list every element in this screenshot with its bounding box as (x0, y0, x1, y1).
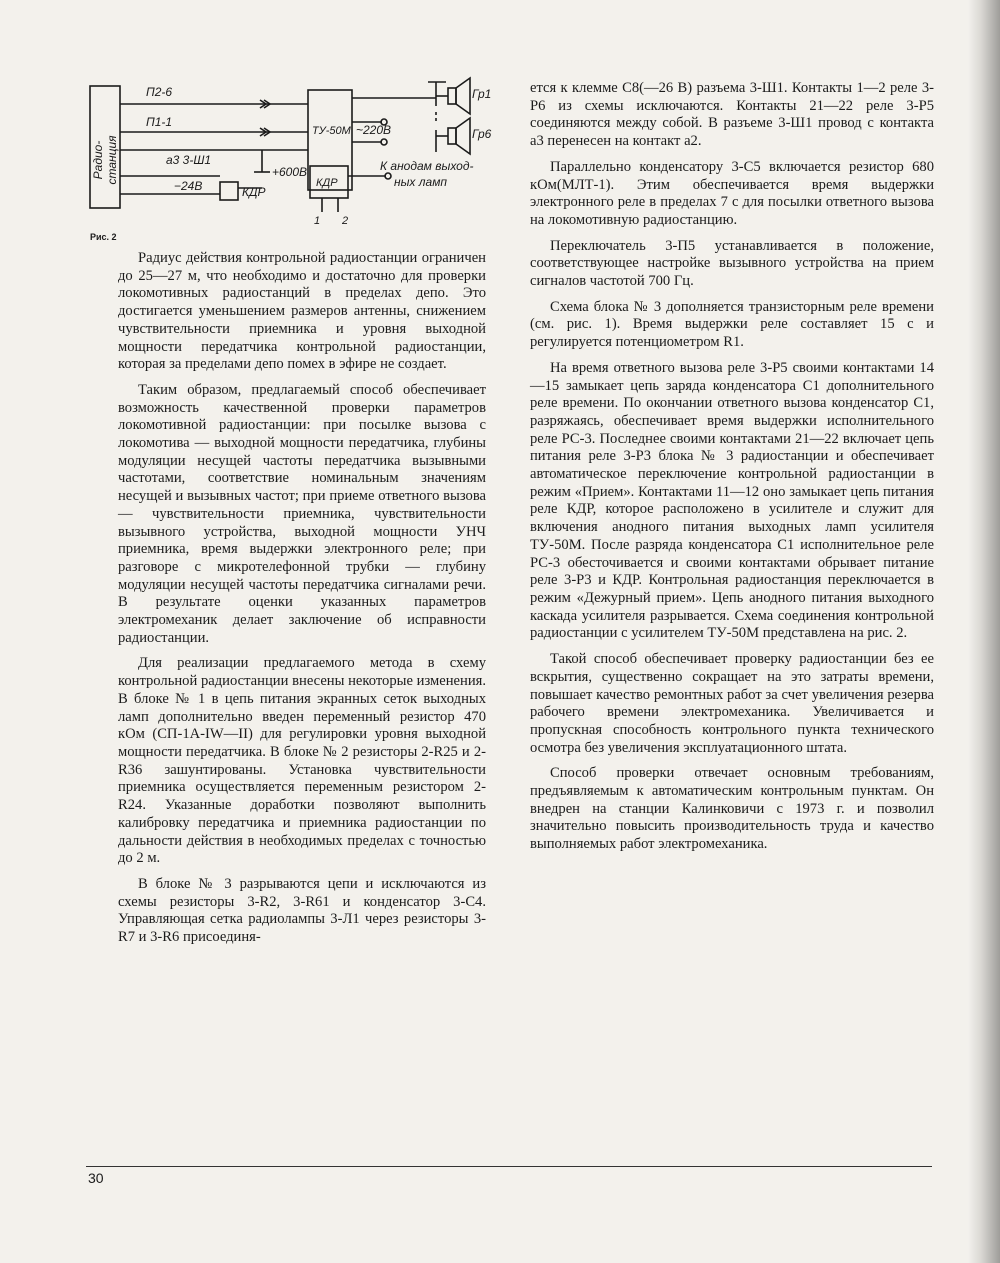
label-anodes-2: ных ламп (394, 175, 448, 189)
label-gr1: Гр1 (472, 87, 492, 101)
label-radio-station: Радио-станция (91, 135, 119, 185)
label-p1-1: П1-1 (146, 115, 173, 129)
page-edge-shadow (968, 0, 1000, 1263)
label-gr6: Гр6 (472, 127, 492, 141)
circuit-diagram-figure (86, 72, 496, 242)
left-paragraph-3: Для реализации предлагаемого метода в схему контрольной радиостанции внесены некоторые изменения. В блоке № 1 в цепь питания экранных сеток выходных ламп дополнительно введен переменный резистор 470 кОм (СП-1А-IW—II) для регулировки уровня выходной мощности передатчика. В блоке № 2 резисторы 2-R25 и 2-R36 зашунтированы. Установка чувствительности приемника осуществляется переменным резистором 2-R24. Указанные доработки позволяют выполнить калибровку передатчика и приемника радиостанции по дальности действия в необходимых пределах с точностью до 2 м. (118, 655, 486, 867)
right-paragraph-6: Способ проверки отвечает основным требованиям, предъявляемым к автоматическим контрольным пунктам. Он внедрен на станции Калинковичи с 1973 г. и позволил значительно повысить производительность труда и качество выполняемых работ электромеханика. (530, 765, 934, 853)
label-anodes-1: К анодам выход- (380, 159, 474, 173)
label-plus600v: +600В (272, 165, 308, 179)
label-minus24v: −24В (174, 179, 203, 193)
footer-rule (86, 1166, 932, 1167)
label-a3-3sh1: а3 3-Ш1 (166, 153, 212, 167)
right-paragraph-1: Параллельно конденсатору 3-С5 включается резистор 680 кОм(МЛТ-1). Этим обеспечивается время выдержки электронного реле в пределах 7 с для посылки ответного вызова на локомотивную радиостанцию. (530, 158, 934, 228)
label-kdr-box: КДР (316, 177, 338, 189)
label-220v: ~220В (356, 123, 392, 137)
label-kdr-left: КДР (242, 185, 266, 199)
label-term-1: 1 (314, 215, 321, 227)
right-column (530, 80, 934, 862)
left-column (118, 250, 486, 955)
left-paragraph-1: Радиус действия контрольной радиостанции ограничен до 25—27 м, что необходимо и достаточно для проверки локомотивных радиостанций в пределах депо. Это достигается уменьшением размеров антенны, снижением чувствительности приемника и уровня выходной мощности передатчика контрольной радиостанции, которая за пределами депо помех в эфире не создает. (118, 250, 486, 373)
right-paragraph-3: Схема блока № 3 дополняется транзисторным реле времени (см. рис. 1). Время выдержки реле составляет 15 с и регулируется потенциометром R1. (530, 298, 934, 351)
label-tu50m: ТУ-50М (312, 125, 351, 137)
page-number: 30 (88, 1170, 104, 1186)
tu50m-box (308, 90, 352, 190)
left-paragraph-4: В блоке № 3 разрываются цепи и исключаются из схемы резисторы 3-R2, 3-R61 и конденсатор 3-С4. Управляющая сетка радиолампы 3-Л1 через резисторы 3-R7 и 3-R6 присоединя- (118, 875, 486, 946)
right-paragraph-4: На время ответного вызова реле 3-Р5 своими контактами 14—15 замыкает цепь заряда конденсатора С1 дополнительного реле времени. По окончании ответного вызова конденсатор С1, разряжаясь, обеспечивает время выдержки исполнительного реле РС-3. Последнее своими контактами 21—22 включает цепь питания реле 3-Р3 блока № 3 радиостанции и обеспечивает автоматическое переключение контрольной радиостанции в режим «Прием». Контактами 11—12 оно замыкает цепь питания реле КДР, которое расположено в усилителе и служит для включения анодного питания выходных ламп усилителя ТУ-50М. После разряда конденсатора С1 исполнительное реле РС-3 обесточивается и своими контактами обрывает питание реле 3-Р3 и КДР. Контрольная радиостанция переключается в режим «Дежурный прием». Цепь анодного питания выходного каскада усилителя разрывается. Схема соединения контрольной радиостанции с усилителем ТУ-50М представлена на рис. 2. (530, 359, 934, 642)
figure-caption: Рис. 2 (90, 232, 117, 242)
label-p2-6: П2-6 (146, 85, 173, 99)
label-term-2: 2 (342, 215, 349, 227)
circuit-diagram (86, 72, 496, 242)
right-paragraph-2: Переключатель 3-П5 устанавливается в положение, соответствующее настройке вызывного устройства на прием сигналов частотой 700 Гц. (530, 237, 934, 290)
right-paragraph-continued: ется к клемме С8(—26 В) разъема 3-Ш1. Контакты 1—2 реле 3-Р6 из схемы исключаются. Контакты 21—22 реле 3-Р5 соединяются между собой. В разъеме 3-Ш1 провод с контакта а3 перенесен на контакт а2. (530, 80, 934, 150)
right-paragraph-5: Такой способ обеспечивает проверку радиостанции без ее вскрытия, существенно сокращает на это затраты времени, повышает качество ремонтных работ за счет увеличения резерва рабочего времени электромеханика. Увеличивается и пропускная способность контрольного пункта технического осмотра без увеличения эксплуатационного штата. (530, 651, 934, 756)
left-paragraph-2: Таким образом, предлагаемый способ обеспечивает возможность качественной проверки параметров локомотивной радиостанции: при посылке вызова с локомотива — выходной мощности передатчика, глубины модуляции несущей частоты передатчика вызывными частотами, соответствие номинальным значениям несущей и вызывных частот; при приеме ответного вызова — чувствительности приемника, чувствительности вызывного устройства, выходной мощности УНЧ приемника, время выдержки электронного реле; при разговоре с микротелефонной трубки — глубину модуляции несущей частоты передатчика сигналами речи. В результате оценки указанных параметров электромеханик делает заключение об исправности радиостанции. (118, 381, 486, 646)
